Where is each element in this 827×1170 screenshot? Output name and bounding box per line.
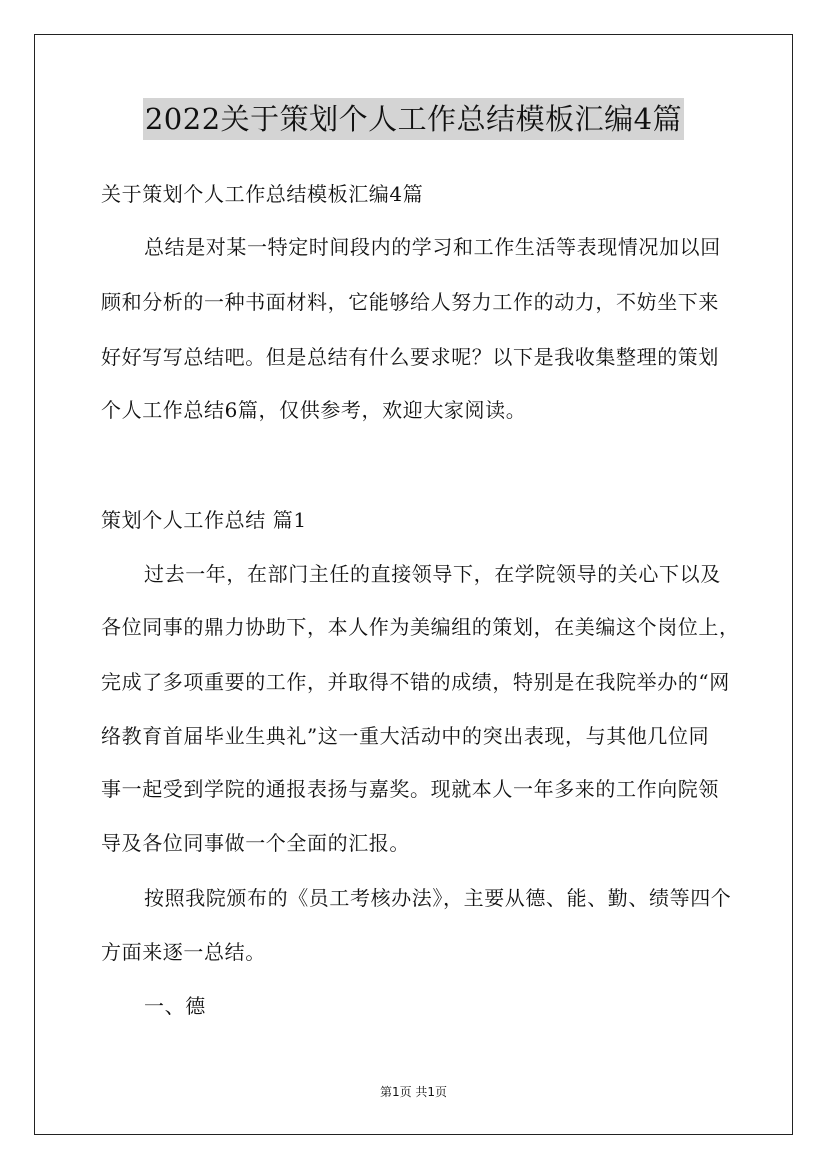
paragraph-line: 事一起受到学院的通报表扬与嘉奖。现就本人一年多来的工作向院领	[101, 777, 719, 801]
paragraph-line: 过去一年，在部门主任的直接领导下，在学院领导的关心下以及	[144, 562, 721, 586]
paragraph-line: 各位同事的鼎力协助下，本人作为美编组的策划，在美编这个岗位上，	[101, 615, 740, 639]
subsection-heading: 一、德	[144, 994, 206, 1018]
intro-line: 顾和分析的一种书面材料，它能够给人努力工作的动力，不妨坐下来	[101, 290, 719, 314]
document-subtitle: 关于策划个人工作总结模板汇编4篇	[101, 182, 424, 206]
intro-line: 个人工作总结6篇，仅供参考，欢迎大家阅读。	[101, 398, 527, 422]
section-heading: 策划个人工作总结 篇1	[101, 508, 307, 532]
paragraph-line: 完成了多项重要的工作，并取得不错的成绩，特别是在我院举办的“网	[101, 670, 730, 694]
intro-line: 总结是对某一特定时间段内的学习和工作生活等表现情况加以回	[144, 235, 721, 259]
paragraph-line: 方面来逐一总结。	[101, 940, 266, 964]
document-title: 2022关于策划个人工作总结模板汇编4篇	[143, 98, 684, 140]
title-container	[0, 98, 827, 140]
intro-line: 好好写写总结吧。但是总结有什么要求呢？以下是我收集整理的策划	[101, 345, 719, 369]
page-number: 第1页 共1页	[379, 1085, 448, 1099]
paragraph-line: 导及各位同事做一个全面的汇报。	[101, 831, 410, 855]
paragraph-line: 络教育首届毕业生典礼”这一重大活动中的突出表现，与其他几位同	[101, 724, 710, 748]
paragraph-line: 按照我院颁布的《员工考核办法》，主要从德、能、勤、绩等四个	[144, 886, 732, 910]
